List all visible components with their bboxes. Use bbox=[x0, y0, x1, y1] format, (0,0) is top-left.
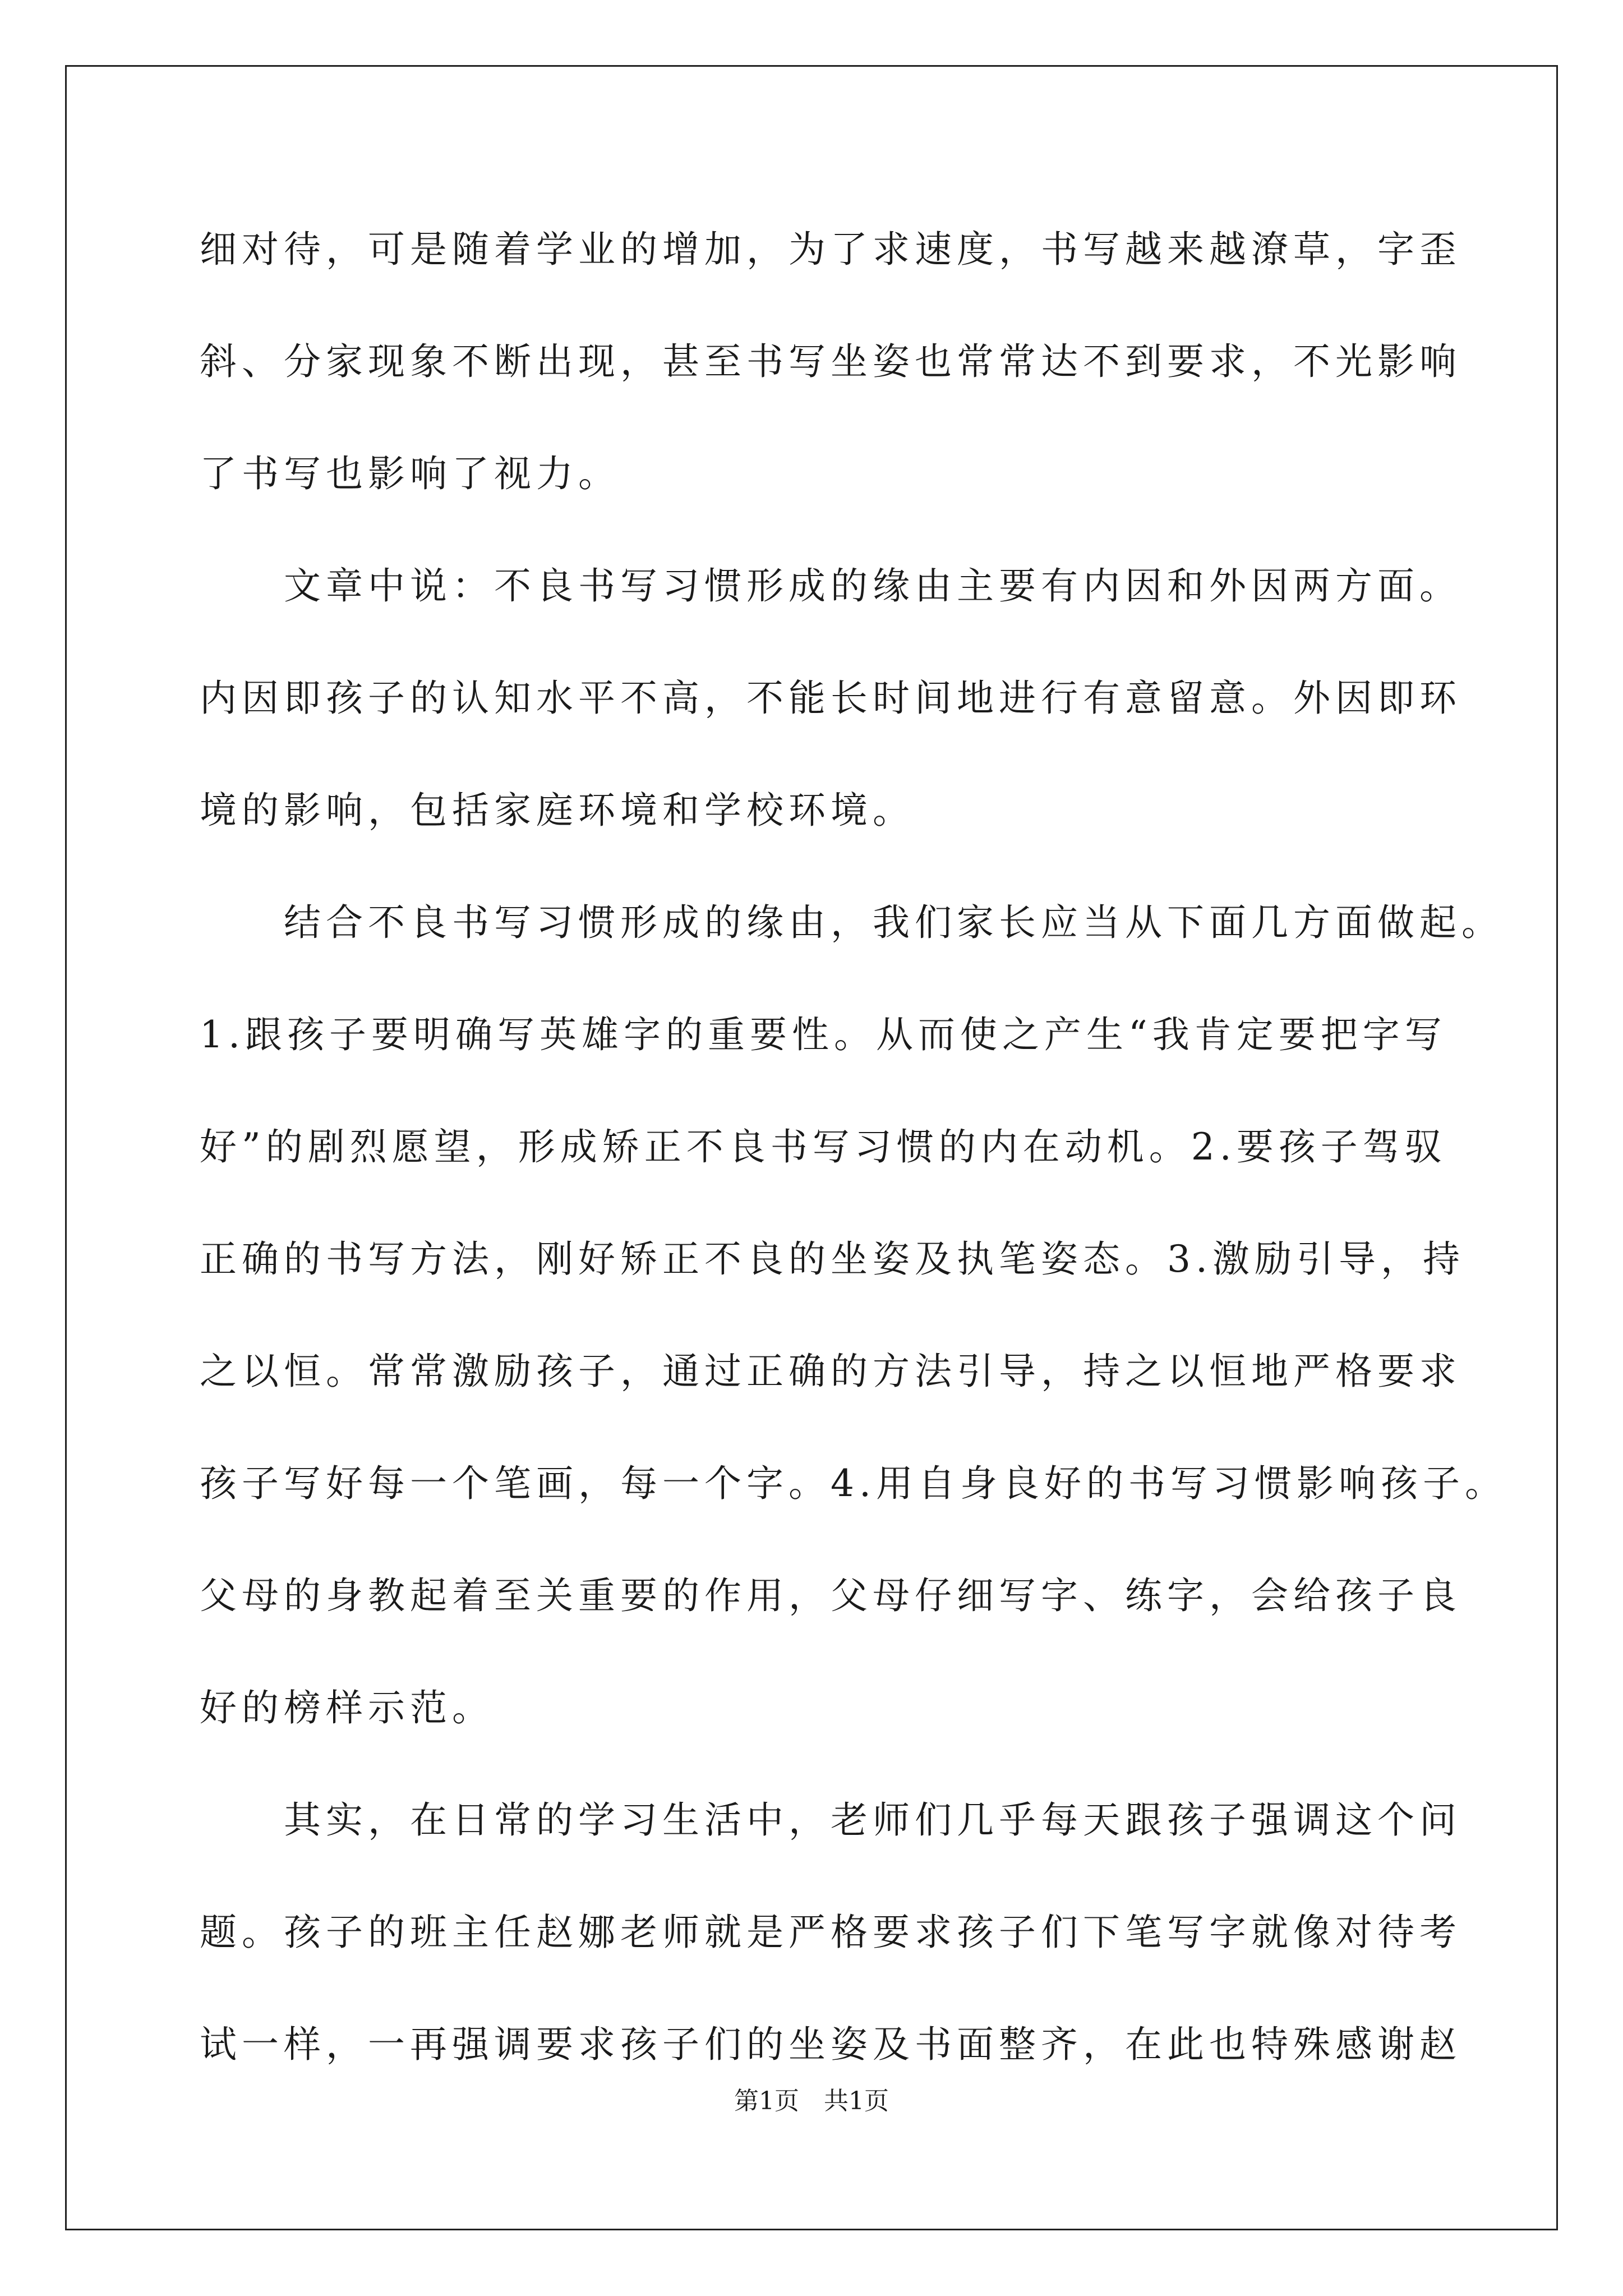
text-line: 结合不良书写习惯形成的缘由，我们家长应当从下面几方面做起。 bbox=[200, 901, 1504, 944]
text-line: 1.跟孩子要明确写英雄字的重要性。从而使之产生“我肯定要把字写 bbox=[200, 1013, 1447, 1056]
text-line: 正确的书写方法，刚好矫正不良的坐姿及执笔姿态。3.激励引导，持 bbox=[200, 1237, 1465, 1281]
text-line: 试一样，一再强调要求孩子们的坐姿及书面整齐，在此也特殊感谢赵 bbox=[200, 2023, 1461, 2066]
text-line: 题。孩子的班主任赵娜老师就是严格要求孩子们下笔写字就像对待考 bbox=[200, 1911, 1461, 1954]
text-line: 好”的剧烈愿望，形成矫正不良书写习惯的内在动机。2.要孩子驾驭 bbox=[200, 1125, 1447, 1168]
text-line: 细对待，可是随着学业的增加，为了求速度，书写越来越潦草，字歪 bbox=[200, 228, 1461, 271]
text-line: 好的榜样示范。 bbox=[200, 1686, 494, 1729]
text-line: 之以恒。常常激励孩子，通过正确的方法引导，持之以恒地严格要求 bbox=[200, 1350, 1461, 1393]
text-line: 境的影响，包括家庭环境和学校环境。 bbox=[200, 789, 915, 832]
text-line: 文章中说：不良书写习惯形成的缘由主要有内因和外因两方面。 bbox=[200, 564, 1461, 608]
text-line: 斜、分家现象不断出现，甚至书写坐姿也常常达不到要求，不光影响 bbox=[200, 340, 1461, 383]
text-line: 孩子写好每一个笔画，每一个字。4.用自身良好的书写习惯影响孩子。 bbox=[200, 1462, 1507, 1505]
page-number: 第1页 共1页 bbox=[734, 2087, 889, 2115]
text-line: 父母的身教起着至关重要的作用，父母仔细写字、练字，会给孩子良 bbox=[200, 1574, 1461, 1617]
text-line: 内因即孩子的认知水平不高，不能长时间地进行有意留意。外因即环 bbox=[200, 677, 1461, 720]
text-line: 了书写也影响了视力。 bbox=[200, 452, 620, 495]
text-line: 其实，在日常的学习生活中，老师们几乎每天跟孩子强调这个问 bbox=[200, 1798, 1461, 1842]
